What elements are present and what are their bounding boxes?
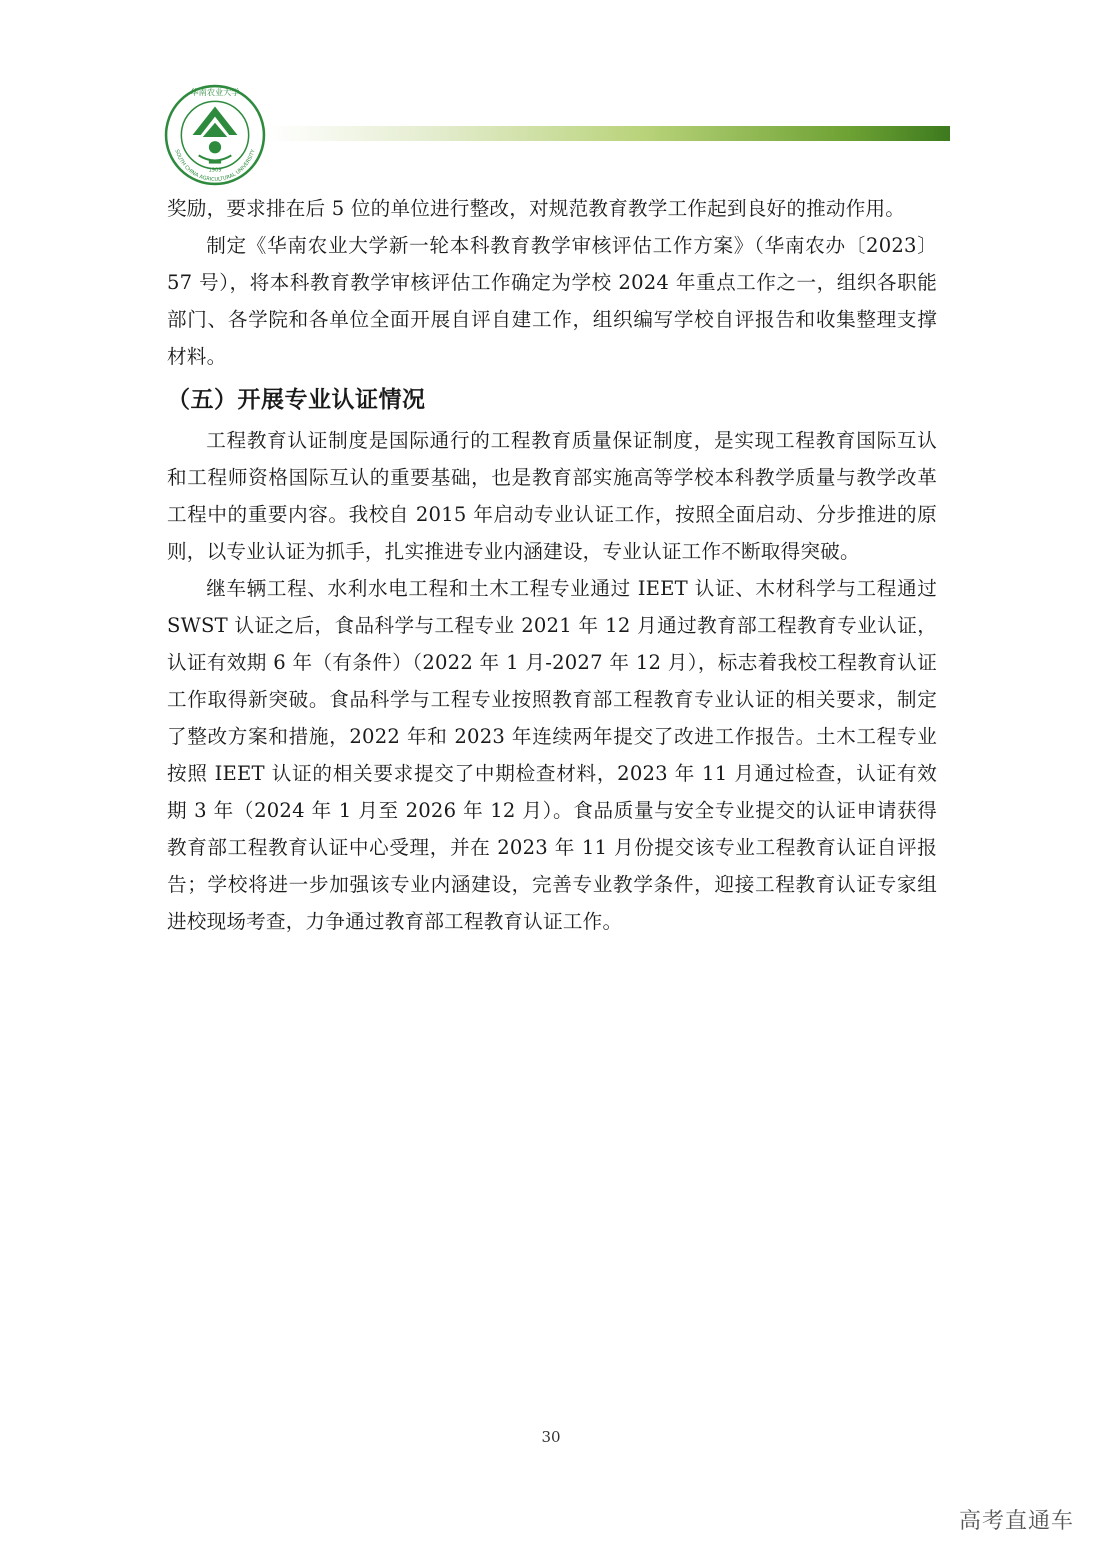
- logo-chinese-name: 华南农业大学: [190, 87, 240, 98]
- section-heading: （五）开展专业认证情况: [167, 387, 426, 413]
- university-logo: [164, 84, 266, 186]
- header-gradient-bar: [268, 126, 950, 141]
- paragraph-reward-continuation: 奖励，要求排在后 5 位的单位进行整改，对规范教育教学工作起到良好的推动作用。: [167, 197, 906, 220]
- watermark-text: 高考直通车: [958, 1509, 1074, 1534]
- logo-year: 1909: [208, 167, 222, 174]
- paragraph-certification-progress: 继车辆工程、水利水电工程和土木工程专业通过 IEET 认证、木材科学与工程通过 SWST 认证之后，食品科学与工程专业 2021 年 12 月通过教育部工程教育专业认证，认证有效期 6 年（有条件）（2022 年 1 月-2027 年 12 月），标志着我校工程教育认证工作取得新突破。食品科学与工程专业按照教育部工程教育专业认证的相关要求，制定了整改方案和措施，2022 年和 2023 年连续两年提交了改进工作报告。土木工程专业按照 IEET 认证的相关要求提交了中期检查材料，2023 年 11 月通过检查，认证有效期 3 年（2024 年 1 月至 2026 年 12 月）。食品质量与安全专业提交的认证申请获得教育部工程教育认证中心受理，并在 2023 年 11 月份提交该专业工程教育认证自评报告；学校将进一步加强该专业内涵建设，完善专业教学条件，迎接工程教育认证专家组进校现场考查，力争通过教育部工程教育认证工作。: [167, 577, 937, 933]
- document-body: [167, 190, 937, 940]
- paragraph-audit-plan: 制定《华南农业大学新一轮本科教育教学审核评估工作方案》（华南农办〔2023〕57 号），将本科教育教学审核评估工作确定为学校 2024 年重点工作之一，组织各职能部门、各学院和各单位全面开展自评自建工作，组织编写学校自评报告和收集整理支撑材料。: [167, 234, 937, 368]
- page-number: 30: [541, 1428, 561, 1446]
- paragraph-certification-intro: 工程教育认证制度是国际通行的工程教育质量保证制度，是实现工程教育国际互认和工程师资格国际互认的重要基础，也是教育部实施高等学校本科教学质量与教学改革工程中的重要内容。我校自 2015 年启动专业认证工作，按照全面启动、分步推进的原则，以专业认证为抓手，扎实推进专业内涵建设，专业认证工作不断取得突破。: [167, 429, 937, 563]
- logo-english-name: SOUTH CHINA AGRICULTURAL UNIVERSITY: [173, 148, 257, 183]
